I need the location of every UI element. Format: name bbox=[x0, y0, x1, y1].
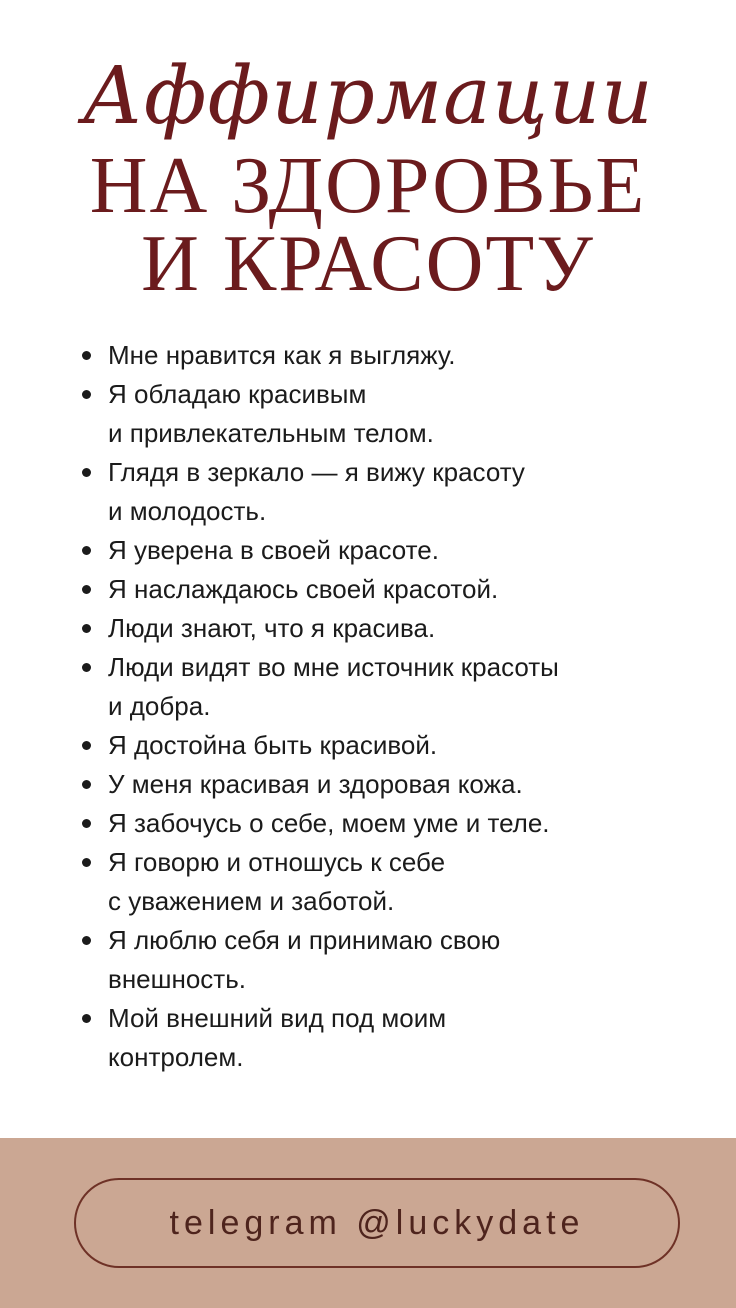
list-item-line: Люди видят во мне источник красоты bbox=[108, 652, 559, 682]
title-line-2: И КРАСОТУ bbox=[141, 220, 595, 308]
bullet-icon bbox=[82, 936, 91, 945]
telegram-link-button[interactable] bbox=[74, 1178, 680, 1268]
bullet-icon bbox=[82, 858, 91, 867]
list-item-line: Я забочусь о себе, моем уме и теле. bbox=[108, 808, 550, 838]
list-item bbox=[80, 765, 710, 804]
list-item-line: внешность. bbox=[108, 964, 246, 994]
list-item-line: Я наслаждаюсь своей красотой. bbox=[108, 574, 499, 604]
bullet-icon bbox=[82, 780, 91, 789]
list-item bbox=[80, 648, 710, 726]
bullet-icon bbox=[82, 468, 91, 477]
list-item bbox=[80, 375, 710, 453]
title-line-1: НА ЗДОРОВЬЕ bbox=[89, 142, 647, 230]
header bbox=[0, 0, 736, 310]
list-item bbox=[80, 921, 710, 999]
list-item bbox=[80, 726, 710, 765]
list-item-line: Мой внешний вид под моим bbox=[108, 1003, 447, 1033]
telegram-handle: telegram @luckydate bbox=[169, 1203, 585, 1242]
bullet-icon bbox=[82, 390, 91, 399]
bullet-icon bbox=[82, 351, 91, 360]
list-item-line: и молодость. bbox=[108, 496, 267, 526]
list-item bbox=[80, 336, 710, 375]
footer bbox=[0, 1138, 736, 1308]
list-item-line: Я уверена в своей красоте. bbox=[108, 535, 439, 565]
list-item bbox=[80, 531, 710, 570]
list-item-line: Мне нравится как я выгляжу. bbox=[108, 340, 456, 370]
list-item-line: с уважением и заботой. bbox=[108, 886, 395, 916]
script-title: Аффирмации bbox=[82, 49, 654, 142]
list-item bbox=[80, 804, 710, 843]
bullet-icon bbox=[82, 585, 91, 594]
list-item-line: контролем. bbox=[108, 1042, 244, 1072]
bullet-icon bbox=[82, 624, 91, 633]
bullet-icon bbox=[82, 546, 91, 555]
list-item bbox=[80, 843, 710, 921]
list-item-line: Я говорю и отношусь к себе bbox=[108, 847, 446, 877]
list-item-line: и добра. bbox=[108, 691, 211, 721]
list-item-line: Я люблю себя и принимаю свою bbox=[108, 925, 501, 955]
bullet-icon bbox=[82, 1014, 91, 1023]
list-item-line: Люди знают, что я красива. bbox=[108, 613, 436, 643]
bullet-icon bbox=[82, 663, 91, 672]
list-item-line: Я обладаю красивым bbox=[108, 379, 367, 409]
list-item bbox=[80, 570, 710, 609]
bullet-icon bbox=[82, 741, 91, 750]
list-item bbox=[80, 999, 710, 1077]
list-item bbox=[80, 453, 710, 531]
list-item-line: У меня красивая и здоровая кожа. bbox=[108, 769, 523, 799]
bullet-icon bbox=[82, 819, 91, 828]
list-item-line: Глядя в зеркало — я вижу красоту bbox=[108, 457, 525, 487]
affirmations-list bbox=[80, 336, 710, 1077]
list-item bbox=[80, 609, 710, 648]
list-item-line: и привлекательным телом. bbox=[108, 418, 434, 448]
list-item-line: Я достойна быть красивой. bbox=[108, 730, 438, 760]
